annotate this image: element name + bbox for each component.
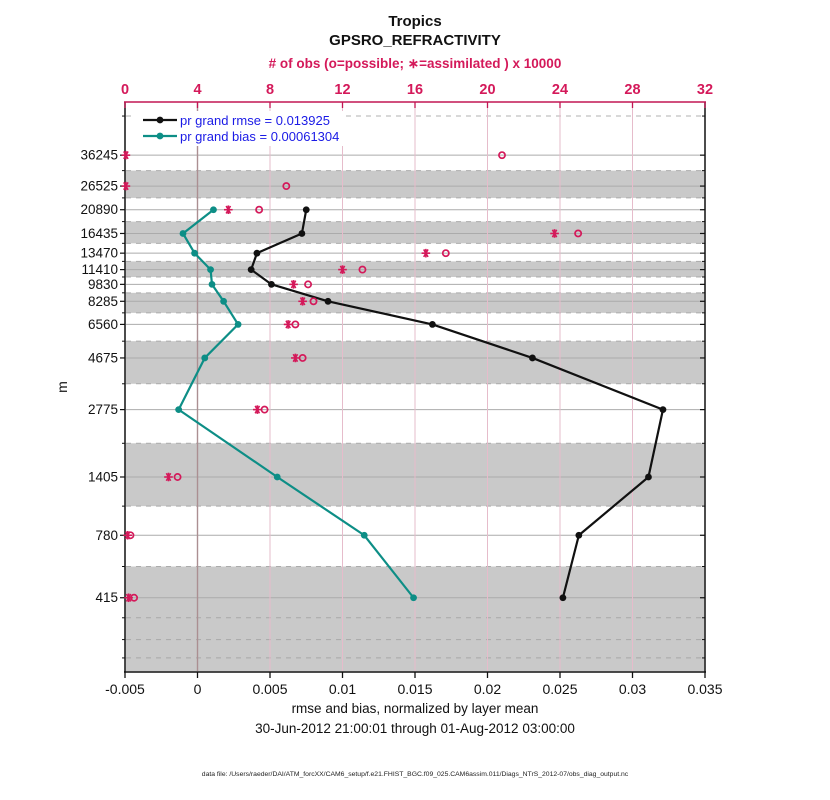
top-tick-label: 32: [696, 82, 714, 98]
y-tick-label: 6560: [87, 316, 118, 332]
bottom-tick-label: 0.02: [473, 681, 502, 697]
x-axis-label: rmse and bias, normalized by layer mean: [291, 701, 539, 716]
legend-entry-rmse: [140, 112, 339, 128]
rmse-point: [303, 206, 310, 213]
bias-point: [235, 321, 242, 328]
assimilated-marker: [224, 205, 233, 214]
bottom-tick-label: 0.035: [687, 681, 723, 697]
y-tick-label: 13470: [80, 245, 118, 261]
assimilated-marker: [253, 405, 262, 414]
rmse-point: [575, 532, 582, 539]
rmse-point: [560, 594, 567, 601]
top-tick-label: 24: [551, 82, 569, 98]
rmse-point: [254, 250, 261, 257]
bias-point: [175, 406, 182, 413]
y-tick-label: 11410: [81, 262, 118, 278]
bottom-tick-label: 0: [193, 681, 202, 697]
y-tick-label: 16435: [80, 225, 118, 241]
top-tick-label: 12: [334, 82, 351, 98]
bottom-tick-label: 0.025: [542, 681, 578, 697]
y-tick-label: 9830: [87, 276, 118, 292]
bottom-tick-label: -0.005: [105, 681, 145, 697]
assimilated-marker: [289, 280, 298, 289]
rmse-point: [429, 321, 436, 328]
assimilated-marker: [422, 249, 431, 258]
top-tick-label: 4: [193, 82, 202, 98]
y-tick-label: 1405: [87, 469, 118, 485]
y-tick-label: 415: [95, 590, 118, 606]
variable-title: GPSRO_REFRACTIVITY: [329, 32, 501, 49]
bias-point: [209, 281, 216, 288]
rmse-point: [268, 281, 275, 288]
bias-point: [220, 298, 227, 305]
bias-line-sample-icon: [140, 130, 180, 142]
region-title: Tropics: [388, 13, 442, 30]
y-tick-label: 4675: [87, 350, 118, 366]
y-tick-label: 2775: [87, 402, 118, 418]
y-tick-label: 36245: [80, 147, 118, 163]
date-range-label: 30-Jun-2012 21:00:01 through 01-Aug-2012 03:00:00: [255, 721, 575, 736]
rmse-point: [529, 355, 536, 362]
y-tick-label: 780: [95, 527, 118, 543]
assimilated-marker: [122, 151, 131, 160]
rmse-point: [325, 298, 332, 305]
obs-count-axis-label: # of obs (o=possible; ∗=assimilated ) x 10000: [268, 56, 562, 71]
bottom-tick-label: 0.03: [618, 681, 647, 697]
bottom-tick-label: 0.015: [397, 681, 433, 697]
y-tick-label: 26525: [80, 178, 118, 194]
rmse-point: [645, 474, 652, 481]
legend: [136, 111, 345, 146]
datafile-path-label: data file: /Users/raeder/DAI/ATM_forcXX/CAM6_setup/f.e21.FHIST_BGC.f09_025.CAM6assim.011/Diags_NTrS_2012-07/obs_diag_output.nc: [201, 771, 629, 778]
bias-point: [180, 230, 187, 237]
rmse-line-sample-icon: [140, 114, 180, 126]
bias-point: [410, 594, 417, 601]
y-tick-label: 8285: [87, 293, 118, 309]
legend-entry-bias: [140, 128, 339, 144]
bias-point: [361, 532, 368, 539]
bias-point: [201, 355, 208, 362]
rmse-point: [248, 266, 255, 273]
top-tick-label: 0: [120, 82, 130, 98]
bias-point: [274, 474, 281, 481]
top-tick-label: 28: [624, 82, 641, 98]
legend-label-bias: pr grand bias = 0.00061304: [180, 128, 340, 144]
bottom-tick-label: 0.005: [252, 681, 288, 697]
y-tick-label: 20890: [80, 202, 118, 218]
assimilated-marker: [284, 320, 293, 329]
y-axis-label: m: [54, 381, 70, 393]
top-tick-label: 20: [479, 82, 496, 98]
bias-point: [207, 266, 214, 273]
bias-point: [210, 206, 217, 213]
rmse-point: [299, 230, 306, 237]
legend-label-rmse: pr grand rmse = 0.013925: [180, 112, 330, 128]
bias-point: [191, 250, 198, 257]
rmse-point: [660, 406, 667, 413]
top-tick-label: 16: [406, 82, 424, 98]
top-tick-label: 8: [265, 82, 275, 98]
bottom-tick-label: 0.01: [328, 681, 357, 697]
